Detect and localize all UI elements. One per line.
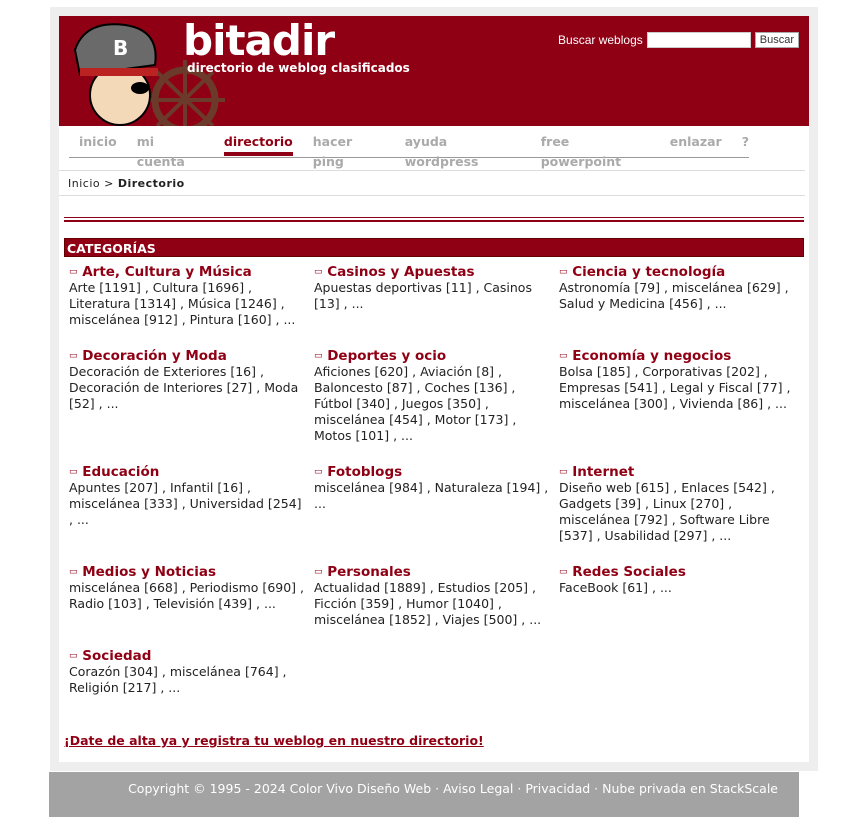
subcategory-link[interactable]: Gadgets <box>559 496 612 511</box>
subcategory-count: 11 <box>450 280 467 295</box>
subcategory-link[interactable]: Ficción <box>314 596 357 611</box>
category-title <box>69 348 309 364</box>
subcategory-count: 620 <box>379 364 404 379</box>
subcategory-count: 912 <box>149 312 173 327</box>
subcategory-count: 185 <box>601 364 626 379</box>
folder-icon: ▭ <box>559 267 568 277</box>
subcategory-link[interactable]: Aviación <box>420 364 473 379</box>
subcategory-count: 136 <box>478 380 503 395</box>
subcategory-count: 537 <box>563 528 588 543</box>
subcategory-count: 668 <box>149 580 173 595</box>
category-link[interactable]: Decoración y Moda <box>77 348 227 364</box>
category-link[interactable]: Deportes y ocio <box>322 348 447 364</box>
subcategory-count: 439 <box>223 596 248 611</box>
subcategory-link[interactable]: miscelánea <box>69 312 141 327</box>
subcategory-count: 500 <box>488 612 513 627</box>
category-title <box>69 564 309 580</box>
footer: Copyright © 1995 - 2024 Color Vivo Diseño Web · Aviso Legal · Privacidad · Nube privada en StackScale <box>49 772 799 817</box>
subcategory-link[interactable]: Motor <box>434 412 471 427</box>
footer-link-privacidad[interactable]: Privacidad <box>525 781 591 796</box>
subcategory-link[interactable]: Astronomía <box>559 280 631 295</box>
nav-item[interactable]: free powerpoint <box>540 133 622 169</box>
category-block <box>69 648 309 696</box>
folder-icon: ▭ <box>69 567 78 577</box>
subcategory-count: 690 <box>267 580 292 595</box>
folder-icon: ▭ <box>314 351 323 361</box>
subcategory-link[interactable]: Diseño web <box>559 480 632 495</box>
more-ellipsis: ... <box>529 612 542 627</box>
subcategory-link[interactable]: miscelánea <box>169 664 241 679</box>
nav-item[interactable]: inicio <box>79 133 117 149</box>
nav-item[interactable]: enlazar <box>669 133 722 149</box>
subcategory-count: 456 <box>673 296 698 311</box>
more-ellipsis: ... <box>263 596 276 611</box>
subcategory-list: Apuntes [207] , Infantil [16] , miscelánea [333] , Universidad [254] , ... <box>69 480 302 527</box>
signup-link[interactable]: ¡Date de alta ya y registra tu weblog en nuestro directorio! <box>64 733 484 748</box>
breadcrumb-current: Directorio <box>117 177 185 190</box>
search-button[interactable]: Buscar <box>755 32 799 48</box>
subcategory-link[interactable]: miscelánea <box>559 512 631 527</box>
subcategory-count: 101 <box>360 428 385 443</box>
subcategory-count: 1314 <box>139 296 172 311</box>
more-ellipsis: ... <box>659 580 672 595</box>
category-block <box>314 348 554 444</box>
subcategory-count: 629 <box>751 280 776 295</box>
subcategory-link[interactable]: Actualidad <box>314 580 381 595</box>
category-link[interactable]: Sociedad <box>77 648 152 664</box>
category-link[interactable]: Educación <box>77 464 160 480</box>
subcategory-link[interactable]: Juegos <box>401 396 444 411</box>
category-link[interactable]: Medios y Noticias <box>77 564 217 580</box>
subcategory-link[interactable]: Salud y Medicina <box>559 296 666 311</box>
subcategory-link[interactable]: Motos <box>314 428 352 443</box>
subcategory-count: 87 <box>391 380 408 395</box>
category-title <box>559 348 799 364</box>
category-block <box>69 564 309 612</box>
folder-icon: ▭ <box>314 467 323 477</box>
main-nav <box>69 126 749 169</box>
subcategory-count: 615 <box>640 480 665 495</box>
subcategory-link[interactable]: Música <box>187 296 232 311</box>
subcategory-count: 16 <box>222 480 239 495</box>
subcategory-link[interactable]: Universidad <box>189 496 264 511</box>
subcategory-count: 1852 <box>394 612 426 627</box>
subcategory-link[interactable]: Religión <box>69 680 119 695</box>
subcategory-link[interactable]: Software Libre <box>679 512 770 527</box>
subcategory-link[interactable]: miscelánea <box>671 280 744 295</box>
subcategory-count: 77 <box>761 380 778 395</box>
nav-item[interactable]: hacer ping <box>312 133 353 169</box>
folder-icon: ▭ <box>559 351 568 361</box>
category-block <box>559 564 799 596</box>
subcategory-link[interactable]: miscelánea <box>314 612 386 627</box>
svg-text:B: B <box>113 36 129 60</box>
site-logo-title[interactable]: bitadir <box>183 16 335 65</box>
category-block <box>314 264 554 312</box>
subcategory-count: 984 <box>394 480 418 495</box>
subcategory-link[interactable]: Estudios <box>437 580 491 595</box>
subcategory-list: Diseño web [615] , Enlaces [542] , Gadgets [39] , Linux [270] , miscelánea [792] , Software Libre [537] , Usabilidad [297] , ... <box>559 480 775 543</box>
category-block <box>314 564 554 628</box>
subcategory-link[interactable]: miscelánea <box>69 580 141 595</box>
subcategory-link[interactable]: Decoración de Exteriores <box>69 364 227 379</box>
subcategory-count: 304 <box>129 664 154 679</box>
category-title <box>69 264 309 280</box>
subcategory-list: miscelánea [668] , Periodismo [690] , Radio [103] , Televisión [439] , ... <box>69 580 304 611</box>
divider <box>64 217 804 222</box>
subcategory-link[interactable]: Pintura <box>189 312 234 327</box>
subcategory-count: 340 <box>361 396 386 411</box>
subcategory-link[interactable]: Aficiones <box>314 364 371 379</box>
category-block <box>559 464 799 544</box>
subcategory-count: 173 <box>479 412 504 427</box>
subcategory-count: 13 <box>318 296 335 311</box>
more-ellipsis: ... <box>106 396 119 411</box>
category-link[interactable]: Economía y negocios <box>567 348 732 364</box>
subcategory-count: 205 <box>499 580 524 595</box>
subcategory-count: 1040 <box>457 596 490 611</box>
search-form <box>558 32 799 48</box>
subcategory-count: 86 <box>742 396 759 411</box>
subcategory-link[interactable]: Empresas <box>559 380 621 395</box>
category-block <box>69 464 309 528</box>
nav-item[interactable]: ? <box>741 133 749 149</box>
subcategory-count: 300 <box>639 396 663 411</box>
folder-icon: ▭ <box>314 267 323 277</box>
folder-icon: ▭ <box>69 267 78 277</box>
subcategory-list: Arte [1191] , Cultura [1696] , Literatura [1314] , Música [1246] , miscelánea [912] , Pintura [160] , ... <box>69 280 296 327</box>
category-link[interactable]: Arte, Cultura y Música <box>77 264 252 280</box>
subcategory-link[interactable]: Decoración de Interiores <box>69 380 223 395</box>
nav-item[interactable]: mi cuenta <box>136 133 185 169</box>
subcategory-list: Apuestas deportivas [11] , Casinos [13] , ... <box>314 280 532 311</box>
subcategory-link[interactable]: Linux <box>652 496 687 511</box>
category-title <box>314 348 554 364</box>
nav-item[interactable]: ayuda wordpress <box>404 133 479 169</box>
more-ellipsis: ... <box>719 528 732 543</box>
subcategory-count: 297 <box>678 528 703 543</box>
subcategory-link[interactable]: Apuntes <box>69 480 121 495</box>
subcategory-list: Decoración de Exteriores [16] , Decoración de Interiores [27] , Moda [52] , ... <box>69 364 299 411</box>
subcategory-link[interactable]: Cultura <box>152 280 199 295</box>
folder-icon: ▭ <box>69 651 78 661</box>
subcategory-count: 27 <box>231 380 248 395</box>
category-link[interactable]: Internet <box>567 464 635 480</box>
category-link[interactable]: Personales <box>322 564 411 580</box>
subcategory-link[interactable]: Apuestas deportivas <box>314 280 442 295</box>
subcategory-count: 764 <box>249 664 274 679</box>
breadcrumb-home[interactable]: Inicio <box>68 177 101 190</box>
subcategory-count: 350 <box>452 396 477 411</box>
subcategory-link[interactable]: Periodismo <box>189 580 259 595</box>
subcategory-link[interactable]: Casinos <box>483 280 532 295</box>
page-content <box>59 16 809 762</box>
subcategory-count: 79 <box>639 280 656 295</box>
subcategory-link[interactable]: miscelánea <box>559 396 631 411</box>
subcategory-link[interactable]: Televisión <box>153 596 215 611</box>
subcategory-link[interactable]: Enlaces <box>681 480 730 495</box>
more-ellipsis: ... <box>714 296 727 311</box>
category-title <box>69 648 309 664</box>
subcategory-list: Bolsa [185] , Corporativas [202] , Empresas [541] , Legal y Fiscal [77] , miscelánea [300] , Vivienda [86] , ... <box>559 364 791 411</box>
folder-icon: ▭ <box>559 467 568 477</box>
subcategory-link[interactable]: Literatura <box>69 296 131 311</box>
subcategory-link[interactable]: FaceBook <box>559 580 619 595</box>
subcategory-count: 792 <box>639 512 663 527</box>
more-ellipsis: ... <box>168 680 181 695</box>
subcategory-link[interactable]: Arte <box>69 280 96 295</box>
subcategory-link[interactable]: Coches <box>424 380 470 395</box>
category-block <box>559 264 799 312</box>
subcategory-count: 52 <box>73 396 90 411</box>
breadcrumb-separator: > <box>104 177 114 190</box>
subcategory-link[interactable]: Radio <box>69 596 105 611</box>
more-ellipsis: ... <box>314 496 326 511</box>
search-label: Buscar weblogs <box>558 33 643 47</box>
subcategory-count: 217 <box>127 680 152 695</box>
subcategory-list: FaceBook [61] , ... <box>559 580 672 595</box>
category-link[interactable]: Ciencia y tecnología <box>567 264 726 280</box>
category-title <box>559 464 799 480</box>
site-tagline: directorio de weblog clasificados <box>187 61 410 75</box>
category-title <box>559 264 799 280</box>
subcategory-link[interactable]: Infantil <box>169 480 214 495</box>
subcategory-link[interactable]: Corazón <box>69 664 121 679</box>
subcategory-count: 254 <box>272 496 297 511</box>
category-block <box>314 464 554 512</box>
footer-link-colorvivo[interactable]: Color Vivo Diseño Web <box>289 781 432 796</box>
folder-icon: ▭ <box>69 351 78 361</box>
subcategory-count: 270 <box>695 496 720 511</box>
subcategory-count: 1246 <box>240 296 272 311</box>
subcategory-count: 16 <box>235 364 252 379</box>
subcategory-count: 61 <box>627 580 644 595</box>
subcategory-count: 359 <box>365 596 390 611</box>
subcategory-count: 202 <box>731 364 755 379</box>
subcategory-link[interactable]: Naturaleza <box>434 480 503 495</box>
subcategory-list: Aficiones [620] , Aviación [8] , Baloncesto [87] , Coches [136] , Fútbol [340] , Juegos [350] , miscelánea [454] , Motor [173] , Motos [101] , ... <box>314 364 517 443</box>
category-title <box>559 564 799 580</box>
subcategory-link[interactable]: Moda <box>264 380 299 395</box>
subcategory-count: 542 <box>738 480 762 495</box>
subcategory-link[interactable]: Corporativas <box>642 364 723 379</box>
subcategory-link[interactable]: miscelánea <box>314 412 386 427</box>
subcategory-link[interactable]: Baloncesto <box>314 380 383 395</box>
folder-icon: ▭ <box>559 567 568 577</box>
subcategory-count: 454 <box>394 412 418 427</box>
subcategory-link[interactable]: Usabilidad <box>604 528 670 543</box>
subcategory-count: 1696 <box>207 280 240 295</box>
subcategory-count: 207 <box>129 480 154 495</box>
subcategory-list: Astronomía [79] , miscelánea [629] , Salud y Medicina [456] , ... <box>559 280 789 311</box>
subcategory-count: 1889 <box>389 580 421 595</box>
copyright: Copyright © 1995 - 2024 <box>128 781 286 796</box>
folder-icon: ▭ <box>69 467 78 477</box>
subcategory-count: 8 <box>481 364 490 379</box>
subcategory-link[interactable]: Humor <box>406 596 449 611</box>
category-link[interactable]: Casinos y Apuestas <box>322 264 475 280</box>
page-frame <box>50 7 818 771</box>
categories-heading: CATEGORÍAS <box>64 238 804 257</box>
category-title <box>314 564 554 580</box>
breadcrumb <box>59 170 805 196</box>
subcategory-list: miscelánea [984] , Naturaleza [194] , ... <box>314 480 549 511</box>
subcategory-link[interactable]: Viajes <box>442 612 480 627</box>
category-block <box>559 348 799 412</box>
search-input[interactable] <box>647 32 751 48</box>
more-ellipsis: ... <box>76 512 89 527</box>
subcategory-count: 194 <box>511 480 536 495</box>
subcategory-link[interactable]: Bolsa <box>559 364 593 379</box>
category-title <box>314 264 554 280</box>
more-ellipsis: ... <box>401 428 413 443</box>
category-link[interactable]: Fotoblogs <box>322 464 403 480</box>
subcategory-count: 541 <box>629 380 653 395</box>
hosting-text: Nube privada en StackScale <box>602 781 778 796</box>
folder-icon: ▭ <box>314 567 323 577</box>
nav-item[interactable]: directorio <box>224 128 293 156</box>
subcategory-count: 160 <box>242 312 267 327</box>
subcategory-list: Actualidad [1889] , Estudios [205] , Ficción [359] , Humor [1040] , miscelánea [1852] , Viajes [500] , ... <box>314 580 542 627</box>
subcategory-count: 1191 <box>104 280 136 295</box>
subcategory-link[interactable]: Vivienda <box>679 396 734 411</box>
footer-link-aviso-legal[interactable]: Aviso Legal <box>443 781 514 796</box>
subcategory-link[interactable]: Legal y Fiscal <box>669 380 753 395</box>
more-ellipsis: ... <box>283 312 296 327</box>
header <box>59 16 809 126</box>
subcategory-link[interactable]: Fútbol <box>314 396 353 411</box>
subcategory-link[interactable]: miscelánea <box>314 480 386 495</box>
category-title <box>69 464 309 480</box>
subcategory-link[interactable]: miscelánea <box>69 496 141 511</box>
category-title <box>314 464 554 480</box>
category-block <box>69 348 309 412</box>
subcategory-list: Corazón [304] , miscelánea [764] , Religión [217] , ... <box>69 664 287 695</box>
category-link[interactable]: Redes Sociales <box>567 564 686 580</box>
more-ellipsis: ... <box>351 296 364 311</box>
subcategory-count: 39 <box>620 496 637 511</box>
subcategory-count: 103 <box>113 596 137 611</box>
category-block <box>69 264 309 328</box>
more-ellipsis: ... <box>775 396 787 411</box>
subcategory-count: 333 <box>149 496 173 511</box>
